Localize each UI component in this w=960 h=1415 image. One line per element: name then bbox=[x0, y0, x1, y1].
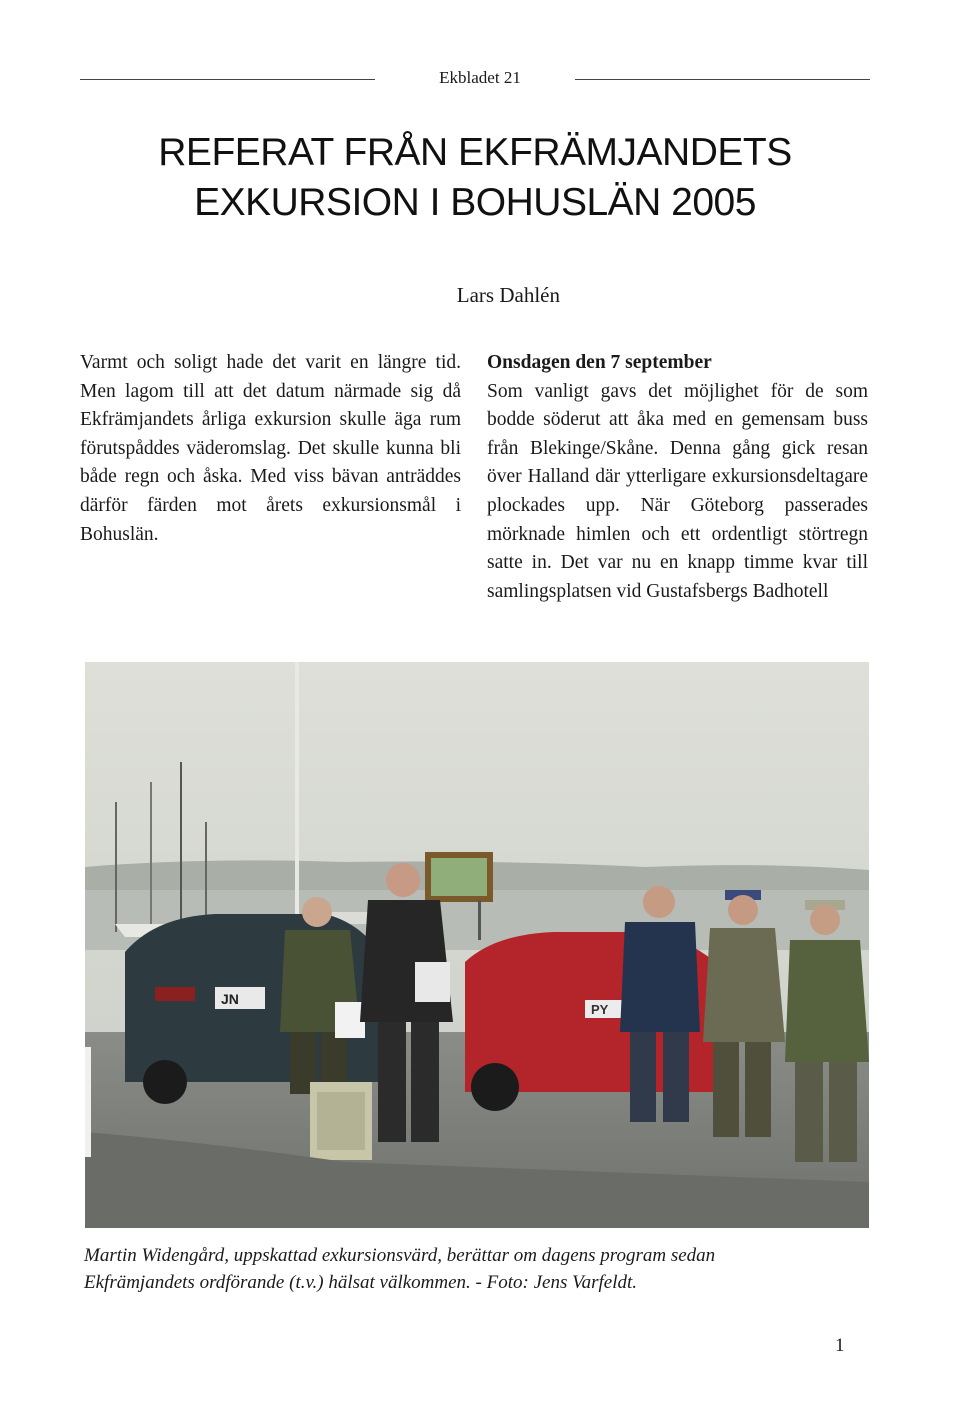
section-heading: Onsdagen den 7 september bbox=[487, 352, 712, 373]
author-byline: Lars Dahlén bbox=[456, 283, 560, 307]
title-line-1: REFERAT FRÅN EKFRÄMJANDETS bbox=[158, 131, 792, 174]
running-head: Ekbladet 21 bbox=[439, 68, 521, 87]
header-rule-right bbox=[575, 79, 870, 80]
header-rule-left bbox=[80, 79, 375, 80]
page-number: 1 bbox=[835, 1335, 845, 1356]
article-title bbox=[80, 128, 870, 228]
intro-paragraph: Varmt och soligt hade det varit en längre tid. Men lagom till att det datum närmade sig då Ekfrämjandets årliga exkursion skulle äga rum förutspåddes väderomslag. Det skulle kunna bli både regn och åska. Med viss bävan anträddes därför färden mot årets exkursionsmål i Bohuslän. bbox=[80, 352, 461, 545]
column-left bbox=[80, 349, 461, 549]
excursion-photo bbox=[85, 662, 869, 1228]
caption-line-1: Martin Widengård, uppskattad exkursionsvärd, berättar om dagens program sedan bbox=[84, 1245, 716, 1266]
column-right bbox=[487, 349, 868, 606]
photo-caption bbox=[84, 1242, 874, 1296]
caption-line-2: Ekfrämjandets ordförande (t.v.) hälsat välkommen. - Foto: Jens Varfeldt. bbox=[84, 1272, 638, 1293]
photo-plate-left: JN bbox=[221, 991, 239, 1007]
section-paragraph: Som vanligt gavs det möjlighet för de som bodde söderut att åka med en gemensam buss från Blekinge/Skåne. Denna gång gick resan över Halland där ytterligare exkursionsdeltagare plockades upp. När Göteborg passerades mörknade himlen och ett ordentligt störtregn satte in. Det var nu en knapp timme kvar till samlingsplatsen vid Gustafsbergs Badhotell bbox=[487, 380, 868, 602]
title-line-2: EXKURSION I BOHUSLÄN 2005 bbox=[194, 181, 756, 224]
photo-plate-right: PY bbox=[591, 1002, 609, 1017]
